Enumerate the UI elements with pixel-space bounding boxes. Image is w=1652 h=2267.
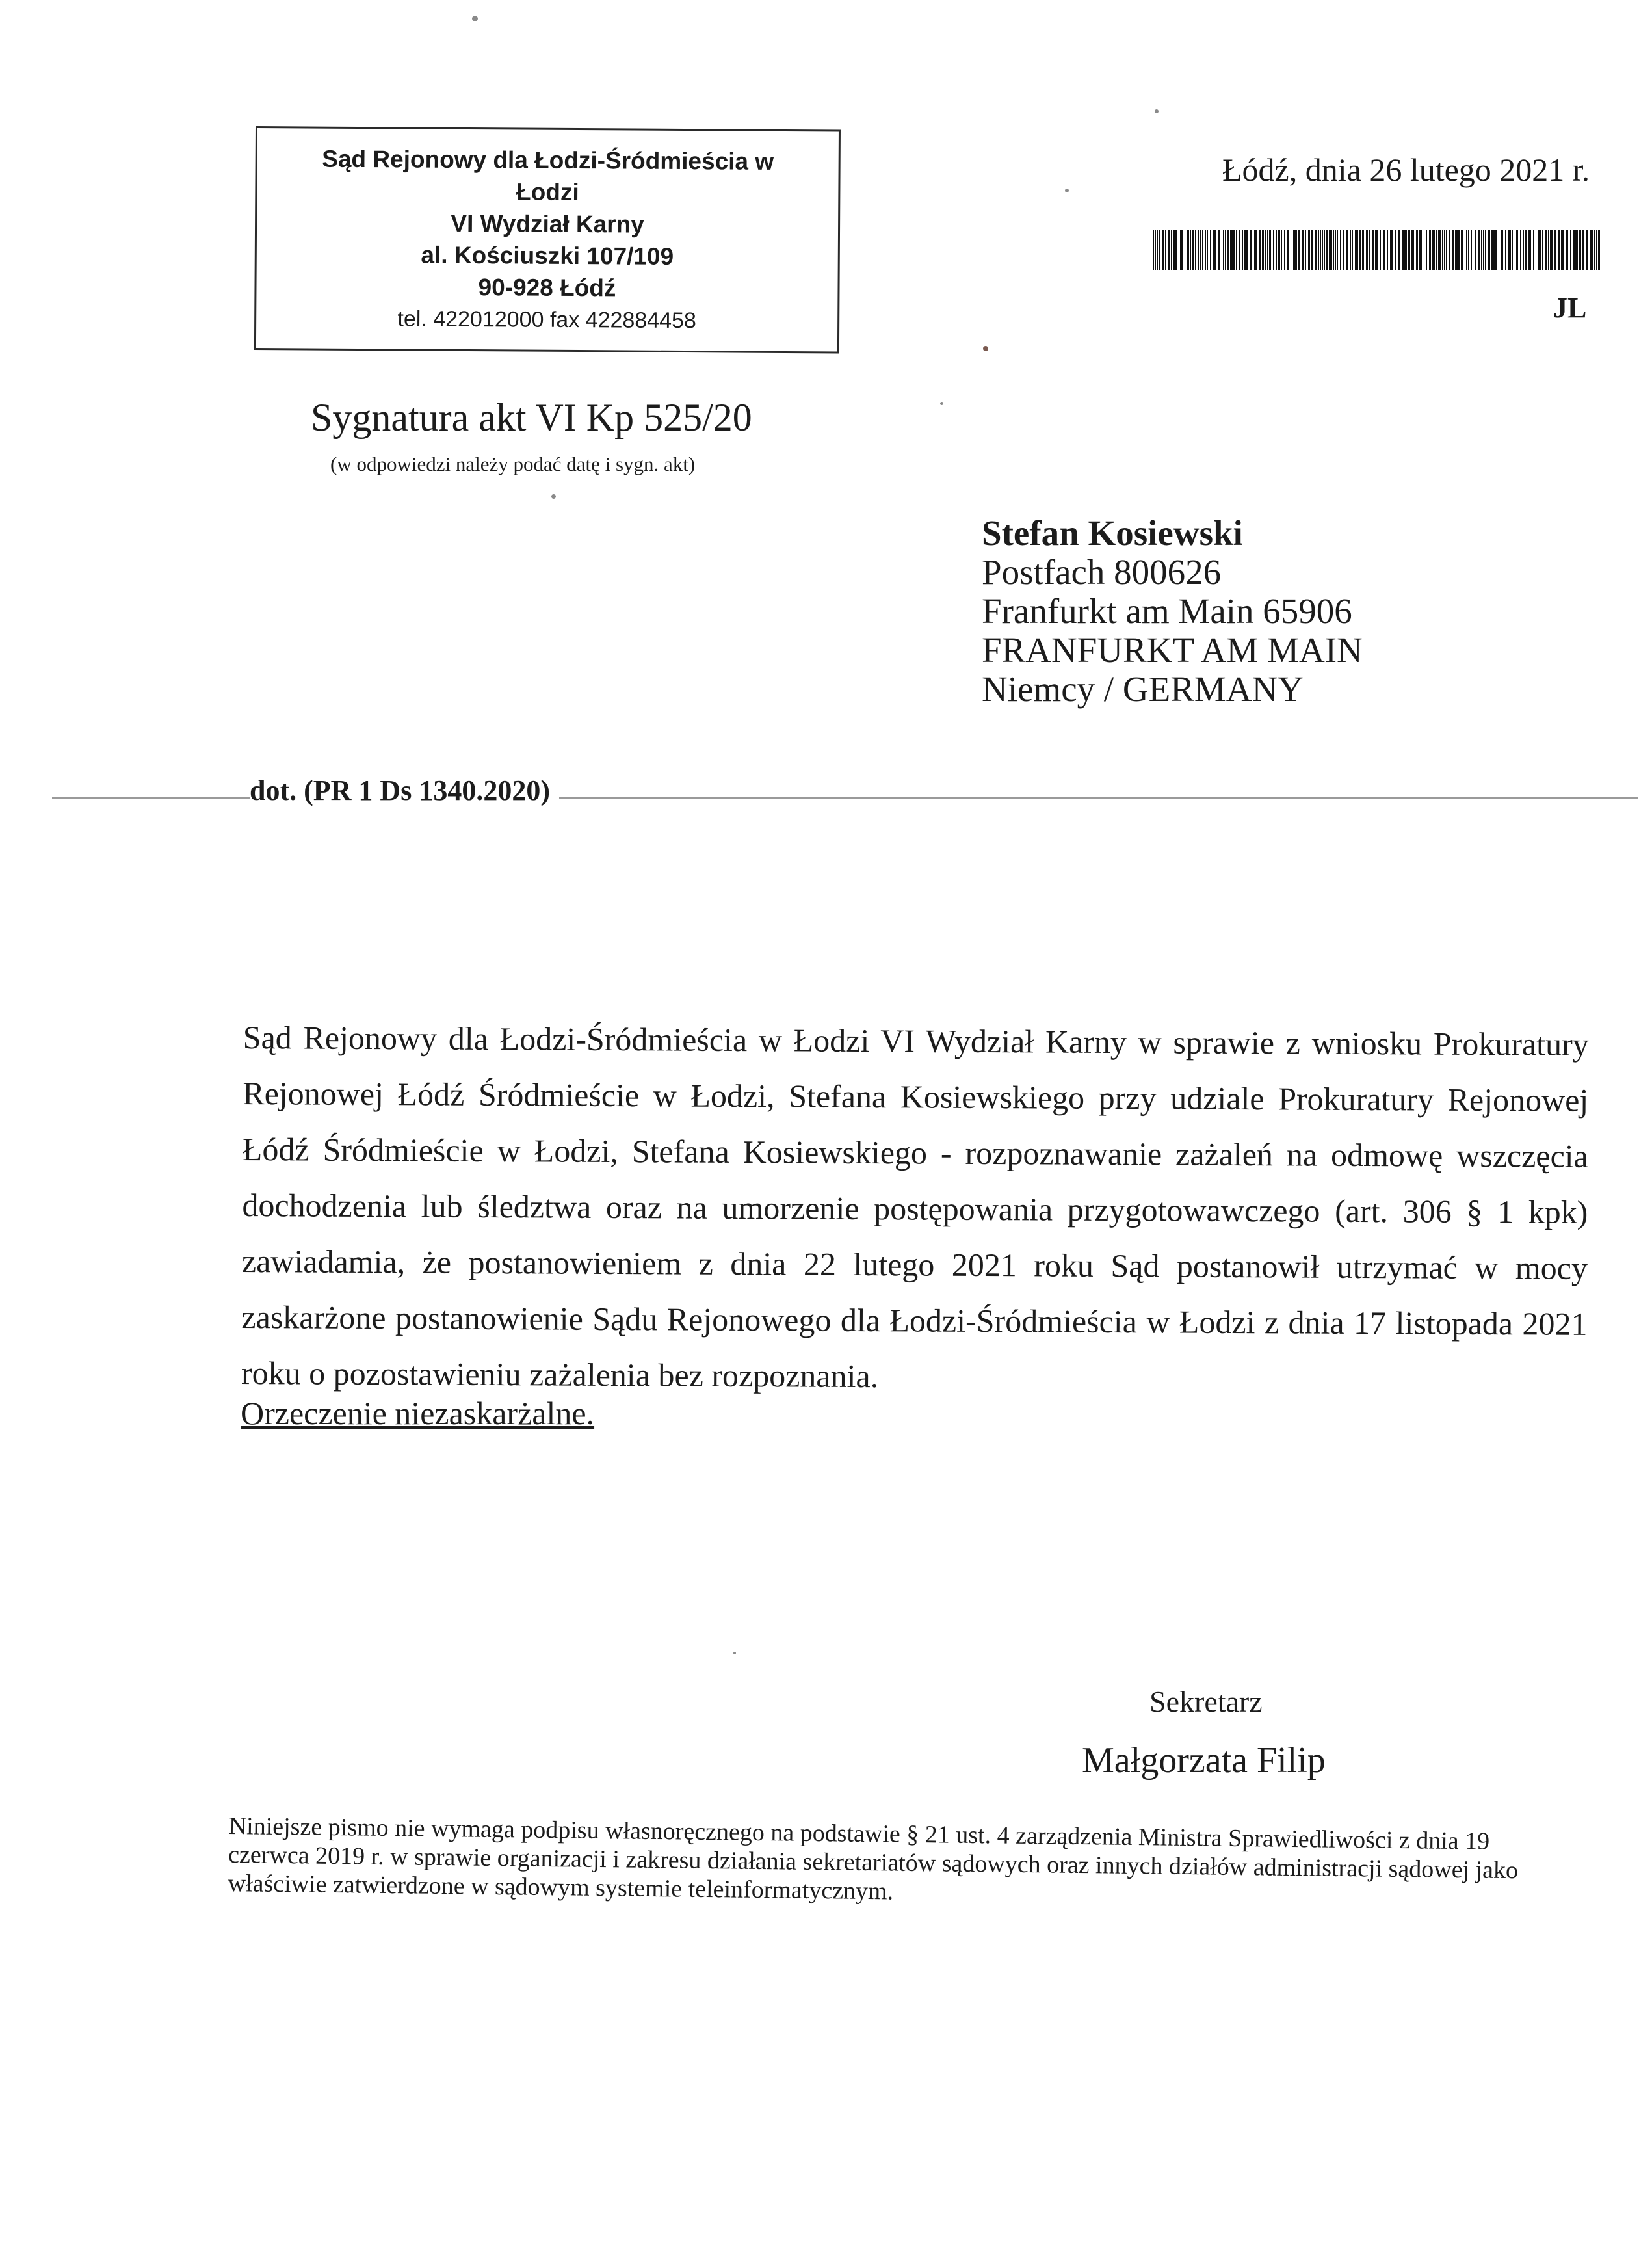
recipient-name: Stefan Kosiewski — [982, 513, 1243, 553]
barcode-bar — [1343, 230, 1344, 270]
barcode-bar — [1444, 230, 1445, 270]
barcode-bar — [1592, 230, 1593, 270]
barcode-bar — [1250, 230, 1252, 270]
barcode-bar — [1481, 230, 1482, 270]
barcode-bar — [1267, 230, 1268, 270]
barcode-bar — [1192, 230, 1194, 270]
barcode-bar — [1475, 230, 1476, 270]
barcode-bar — [1359, 230, 1361, 270]
barcode-bar — [1276, 230, 1277, 270]
barcode-bar — [1590, 230, 1592, 270]
barcode-bar — [1561, 230, 1562, 270]
barcode-bar — [1402, 230, 1404, 270]
barcode-bar — [1265, 230, 1266, 270]
barcode-bar — [1488, 230, 1490, 270]
barcode-bar — [1350, 230, 1351, 270]
barcode-bar — [1436, 230, 1437, 270]
barcode-bar — [1570, 230, 1571, 270]
barcode-bar — [1438, 230, 1441, 270]
barcode-bar — [1491, 230, 1493, 270]
barcode-bar — [1320, 230, 1321, 270]
barcode-bar — [1200, 230, 1201, 270]
barcode-bar — [1346, 230, 1348, 270]
barcode-bar — [1223, 230, 1224, 270]
barcode-bar — [1426, 230, 1427, 270]
case-signature-note: (w odpowiedzi należy podać datę i sygn. akt) — [330, 453, 696, 475]
court-division: VI Wydział Karny — [451, 209, 644, 238]
barcode-bar — [1214, 230, 1216, 270]
barcode-bar — [1573, 230, 1575, 270]
barcode-bar — [1528, 230, 1531, 270]
barcode-bar — [1483, 230, 1484, 270]
clerk-initials: JL — [1553, 292, 1587, 324]
barcode-bar — [1558, 230, 1560, 270]
footer-note: Niniejsze pismo nie wymaga podpisu własnoręcznego na podstawie § 21 ust. 4 zarządzenia Ministra Sprawiedliwości z dnia 19 czerwca 2019 r. w sprawie organizacji i zakresu działania sekretariatów sądowych oraz innych działów administracji sądowej jako właściwie zatwierdzone w sądowym systemie teleinformatycznym. — [228, 1812, 1519, 1905]
barcode-bar — [1466, 230, 1467, 270]
scan-speck — [551, 494, 556, 499]
recipient-address — [982, 514, 1363, 709]
barcode-bar — [1442, 230, 1443, 270]
barcode-bar — [1180, 230, 1183, 270]
barcode-bar — [1173, 230, 1175, 270]
barcode-bar — [1233, 230, 1235, 270]
barcode-bar — [1356, 230, 1357, 270]
court-name-line2: Łodzi — [516, 178, 579, 206]
barcode-bar — [1548, 230, 1549, 270]
scan-speck — [983, 346, 988, 351]
barcode-bar — [1357, 230, 1358, 270]
signatory-name: Małgorzata Filip — [1082, 1740, 1326, 1781]
barcode-bar — [1434, 230, 1435, 270]
barcode-bar — [1550, 230, 1553, 270]
barcode-bar — [1408, 230, 1410, 270]
barcode-bar — [1302, 230, 1304, 270]
scan-speck — [1155, 109, 1159, 113]
barcode-bar — [1155, 230, 1156, 270]
barcode-bar — [1579, 230, 1580, 270]
barcode-bar — [1262, 230, 1264, 270]
court-name-line1: Sąd Rejonowy dla Łodzi-Śródmieścia w — [322, 145, 774, 175]
barcode-bar — [1372, 230, 1374, 270]
barcode-bar — [1175, 230, 1177, 270]
barcode-bar — [1225, 230, 1226, 270]
barcode-bar — [1159, 230, 1160, 270]
barcode-bar — [1598, 230, 1600, 270]
barcode-bar — [1202, 230, 1203, 270]
scan-speck — [1065, 189, 1069, 192]
barcode-bar — [1308, 230, 1309, 270]
case-reference: dot. (PR 1 Ds 1340.2020) — [250, 774, 559, 807]
barcode-bar — [1449, 230, 1450, 270]
barcode-bar — [1538, 230, 1541, 270]
barcode-bar — [1525, 230, 1527, 270]
barcode-bar — [1333, 230, 1334, 270]
barcode-bar — [1432, 230, 1434, 270]
barcode-bar — [1284, 230, 1285, 270]
barcode-bar — [1218, 230, 1220, 270]
barcode-bar — [1512, 230, 1513, 270]
barcode-bar — [1416, 230, 1418, 270]
barcode-bar — [1329, 230, 1330, 270]
barcode-bar — [1207, 230, 1208, 270]
barcode-bar — [1419, 230, 1422, 270]
barcode-bar — [1366, 230, 1368, 270]
barcode-bar — [1246, 230, 1248, 270]
barcode-bar — [1411, 230, 1414, 270]
barcode-bar — [1452, 230, 1454, 270]
barcode-bar — [1404, 230, 1407, 270]
barcode-bar — [1562, 230, 1564, 270]
barcode-bar — [1455, 230, 1458, 270]
barcode-bar — [1153, 230, 1154, 270]
barcode-bar — [1296, 230, 1297, 270]
barcode-bar — [1187, 230, 1189, 270]
barcode-bar — [1383, 230, 1385, 270]
barcode-bar — [1278, 230, 1280, 270]
barcode-bar — [1230, 230, 1233, 270]
court-postal: 90-928 Łódź — [478, 274, 616, 302]
barcode-bar — [1305, 230, 1306, 270]
barcode-bar — [1398, 230, 1400, 270]
barcode — [1153, 230, 1603, 270]
body-paragraph: Sąd Rejonowy dla Łodzi-Śródmieścia w Łodzi VI Wydział Karny w sprawie z wniosku Prokuratury Rejonowej Łódź Śródmieście w Łodzi, Stefana Kosiewskiego przy udziale Prokuratury Rejonowej Łódź Śródmieście w Łodzi, Stefana Kosiewskiego - rozpoznawanie zażaleń na odmowę wszczęcia dochodzenia lub śledztwa oraz na umorzenie postępowania przygotowawczego (art. 306 § 1 kpk) zawiadamia, że postanowieniem z dnia 22 lutego 2021 roku Sąd postanowił utrzymać w mocy zaskarżone postanowienie Sądu Rejonowego dla Łodzi-Śródmieścia w Łodzi z dnia 17 listopada 2021 roku o pozostawieniu zażalenia bez rozpoznania. — [241, 1018, 1589, 1395]
document-date: Łódź, dnia 26 lutego 2021 r. — [1222, 152, 1590, 188]
barcode-bar — [1495, 230, 1497, 270]
barcode-bar — [1326, 230, 1328, 270]
barcode-bar — [1516, 230, 1518, 270]
barcode-bar — [1468, 230, 1469, 270]
court-street: al. Kościuszki 107/109 — [421, 241, 674, 270]
barcode-bar — [1210, 230, 1211, 270]
barcode-bar — [1337, 230, 1338, 270]
barcode-bar — [1505, 230, 1506, 270]
court-phone-fax: tel. 422012000 fax 422884458 — [397, 306, 697, 334]
barcode-bar — [1586, 230, 1588, 270]
barcode-bar — [1380, 230, 1381, 270]
barcode-bar — [1171, 230, 1172, 270]
barcode-bar — [1471, 230, 1472, 270]
scan-speck — [733, 1652, 736, 1654]
barcode-bar — [1281, 230, 1282, 270]
barcode-bar — [1254, 230, 1257, 270]
barcode-bar — [1594, 230, 1595, 270]
barcode-bar — [1198, 230, 1199, 270]
barcode-bar — [1269, 230, 1271, 270]
recipient-line3: FRANFURKT AM MAIN — [982, 630, 1363, 670]
barcode-bar — [1165, 230, 1166, 270]
verdict-note: Orzeczenie niezaskarżalne. — [241, 1395, 595, 1431]
barcode-bar — [1575, 230, 1578, 270]
barcode-bar — [1324, 230, 1325, 270]
barcode-bar — [1533, 230, 1534, 270]
barcode-bar — [1322, 230, 1323, 270]
barcode-bar — [1273, 230, 1274, 270]
barcode-bar — [1239, 230, 1240, 270]
barcode-bar — [1168, 230, 1170, 270]
barcode-bar — [1195, 230, 1196, 270]
barcode-bar — [1542, 230, 1543, 270]
barcode-bar — [1458, 230, 1460, 270]
barcode-bar — [1355, 230, 1356, 270]
barcode-bar — [1523, 230, 1524, 270]
court-header-box — [254, 126, 841, 353]
barcode-bar — [1429, 230, 1431, 270]
signatory-title: Sekretarz — [1149, 1685, 1263, 1718]
barcode-bar — [1508, 230, 1511, 270]
barcode-bar — [1478, 230, 1480, 270]
barcode-bar — [1236, 230, 1237, 270]
recipient-line4: Niemcy / GERMANY — [982, 669, 1304, 709]
barcode-bar — [1369, 230, 1370, 270]
barcode-bar — [1566, 230, 1568, 270]
barcode-bar — [1352, 230, 1353, 270]
barcode-bar — [1205, 230, 1206, 270]
scan-speck — [472, 16, 478, 21]
barcode-bar — [1375, 230, 1378, 270]
barcode-bar — [1190, 230, 1191, 270]
barcode-bar — [1461, 230, 1463, 270]
barcode-bar — [1554, 230, 1556, 270]
barcode-bar — [1287, 230, 1289, 270]
barcode-bar — [1242, 230, 1243, 270]
barcode-bar — [1582, 230, 1584, 270]
barcode-bar — [1157, 230, 1158, 270]
barcode-bar — [1340, 230, 1341, 270]
barcode-bar — [1395, 230, 1396, 270]
barcode-bar — [1580, 230, 1581, 270]
barcode-bar — [1362, 230, 1364, 270]
barcode-bar — [1293, 230, 1296, 270]
barcode-bar — [1596, 230, 1597, 270]
barcode-bar — [1485, 230, 1486, 270]
barcode-bar — [1213, 230, 1214, 270]
barcode-bar — [1335, 230, 1336, 270]
barcode-bar — [1330, 230, 1332, 270]
barcode-bar — [1298, 230, 1300, 270]
barcode-bar — [1520, 230, 1521, 270]
barcode-bar — [1311, 230, 1313, 270]
recipient-line2: Franfurkt am Main 65906 — [982, 591, 1352, 631]
barcode-bar — [1244, 230, 1246, 270]
scan-speck — [940, 402, 943, 405]
recipient-line1: Postfach 800626 — [982, 552, 1222, 592]
barcode-bar — [1446, 230, 1447, 270]
barcode-bar — [1259, 230, 1261, 270]
barcode-bar — [1390, 230, 1393, 270]
barcode-bar — [1227, 230, 1229, 270]
barcode-bar — [1501, 230, 1503, 270]
barcode-bar — [1545, 230, 1547, 270]
case-signature: Sygnatura akt VI Kp 525/20 — [311, 396, 752, 439]
barcode-bar — [1162, 230, 1164, 270]
barcode-bar — [1318, 230, 1319, 270]
barcode-bar — [1309, 230, 1310, 270]
barcode-bar — [1315, 230, 1317, 270]
barcode-bar — [1493, 230, 1495, 270]
barcode-bar — [1387, 230, 1388, 270]
